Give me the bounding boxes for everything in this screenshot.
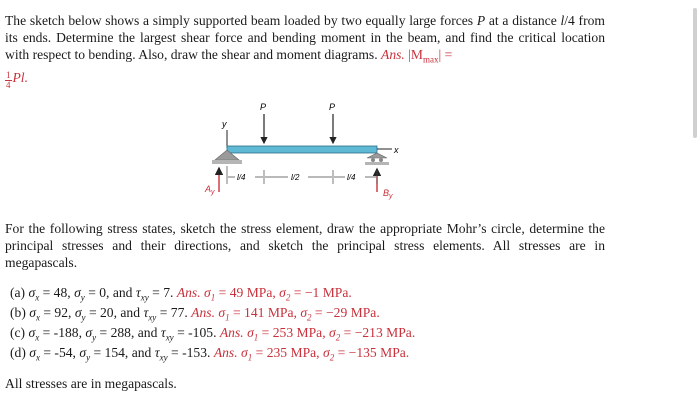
roller-support [367,153,387,158]
force-p2-label: P [329,102,336,112]
list-item [10,345,409,363]
tau-xy [143,305,157,323]
sigma-1-sub: 1 [225,312,230,323]
item-label: (c) [10,325,29,340]
p1-ans-fraction [5,71,12,90]
sigma-y-value: = 154, and [90,345,155,360]
sigma-1-symbol: σ [204,285,211,300]
dim-label-2: l/2 [291,173,300,182]
sigma-1 [247,325,259,343]
list-item [10,285,352,303]
sigma-1-sub: 1 [247,352,253,363]
sigma-1-value: = 253 MPa, [258,325,330,340]
sigma-x [29,305,40,323]
y-axis-label: y [222,119,227,129]
sigma-1 [241,345,253,363]
tau-xy-symbol: τ [143,305,149,320]
sigma-y-sub: y [86,352,91,363]
sigma-x-value: = 48, [39,285,75,300]
sigma-2-value: = −29 MPa. [311,305,380,320]
sigma-x-value: = 92, [39,305,75,320]
sigma-1-value: = 141 MPa, [229,305,301,320]
dim-label-1: l/4 [237,173,246,182]
tau-xy-sub: xy [159,352,168,363]
p1-ans-expr: |M [404,47,424,62]
sigma-1-symbol: σ [247,325,254,340]
item-label: (b) [10,305,30,320]
roller-support-base [365,162,389,165]
sigma-y [74,285,85,303]
sigma-y-value: = 288, and [96,325,161,340]
ans-label: Ans. [213,345,242,360]
p1-force-symbol: P [476,13,486,28]
sigma-x [28,325,40,343]
list-item [10,305,380,323]
tau-xy [154,345,168,363]
item-answer [219,325,416,343]
dim-label-3: l/4 [347,173,356,182]
roller-wheel-2 [379,158,383,162]
sigma-x-value: = -54, [39,345,80,360]
sigma-1-value: = 235 MPa, [252,345,323,360]
sigma-x-sub: x [35,292,40,303]
beam [227,146,377,153]
sigma-x-symbol: σ [29,345,36,360]
sigma-1-symbol: σ [218,305,226,320]
sigma-1-sub: 1 [210,292,216,303]
list-item [10,325,415,343]
roller-wheel-1 [371,158,375,162]
sigma-x-value: = -188, [39,325,86,340]
p1-frac-den: 4 [6,79,11,90]
sigma-y [85,325,97,343]
sigma-x-symbol: σ [28,285,36,300]
p1-length-symbol: l [560,13,565,28]
scrollbar[interactable] [693,8,697,138]
sigma-2-sub: 2 [329,352,335,363]
sigma-1-value: = 49 MPa, [215,285,280,300]
reaction-by-label: $B_y$ [383,188,393,200]
sigma-2-symbol: σ [322,345,330,360]
footer-note: All stresses are in megapascals. [5,376,177,391]
sigma-2 [300,305,312,323]
sigma-1 [218,305,230,323]
tau-xy-value: = -105. [173,325,220,340]
item-answer [213,345,410,363]
sigma-x [29,345,40,363]
sigma-2 [322,345,335,363]
sigma-2-sub: 2 [285,292,291,303]
force-p1-label: P [260,102,267,112]
p1-ans-label: Ans. [381,47,405,62]
reaction-ay-label: $A_y$ [205,184,215,196]
p1-text-c: /4 from its ends. Determine the largest shear force and bending moment in the beam, and find the critical location with respect to bending. Also, draw the shear and moment diagrams. [5,13,605,62]
p1-ans-eq: | = [438,47,453,62]
item-label: (d) [10,345,30,360]
problem-1-text [5,12,605,90]
sigma-y-value: = 0, and [84,285,136,300]
sigma-2 [329,325,341,343]
sigma-2-symbol: σ [279,285,286,300]
tau-xy-sub: xy [140,292,149,303]
tau-xy-symbol: τ [154,345,160,360]
p1-ans-tail: Pl. [12,69,28,85]
sigma-2 [279,285,291,303]
beam-figure [195,100,415,204]
sigma-x-symbol: σ [29,305,36,320]
sigma-y-symbol: σ [79,345,87,360]
sigma-2-value: = −1 MPa. [290,285,352,300]
sigma-y-sub: y [81,312,86,323]
tau-xy [160,325,174,343]
ans-label: Ans. [176,285,205,300]
sigma-x [28,285,40,303]
sigma-x-sub: x [35,352,40,363]
item-label: (a) [10,285,29,300]
item-answer [191,305,380,323]
sigma-y-symbol: σ [85,325,93,340]
p1-text-a: The sketch below shows a simply supported beam loaded by two equally large forces [5,13,477,28]
pin-support-base [212,160,242,164]
item-answer [176,285,352,303]
p1-text-b: at a distance [485,13,561,28]
sigma-y [79,345,91,363]
tau-xy-sub: xy [148,312,157,323]
tau-xy [135,285,149,303]
tau-xy-value: = 77. [156,305,192,320]
sigma-1 [204,285,216,303]
tau-xy-value: = -153. [167,345,214,360]
sigma-y-sub: y [80,292,85,303]
sigma-2-value: = −213 MPa. [340,325,416,340]
problem-2-text: For the following stress states, sketch the stress element, draw the appropriate Mohr’s circle, determine the principal stresses and their directions, and sketch the principal stress elements. All stresses are in megapascals. [5,221,605,270]
p1-ans-sub: max [423,54,439,65]
sigma-y [74,305,86,323]
sigma-2-symbol: σ [329,325,336,340]
ans-label: Ans. [191,305,219,320]
sigma-y-sub: y [92,332,97,343]
x-axis-label: x [394,145,399,155]
tau-xy-symbol: τ [160,325,166,340]
tau-xy-value: = 7. [148,285,177,300]
tau-xy-symbol: τ [135,285,141,300]
sigma-2-value: = −135 MPa. [334,345,410,360]
sigma-2-symbol: σ [300,305,308,320]
sigma-1-sub: 1 [253,332,259,343]
sigma-1-symbol: σ [241,345,248,360]
sigma-x-sub: x [35,312,40,323]
p1-frac-num: 1 [6,69,11,80]
sigma-x-sub: x [35,332,40,343]
sigma-2-sub: 2 [307,312,312,323]
sigma-2-sub: 2 [335,332,341,343]
sigma-y-symbol: σ [74,285,81,300]
ans-label: Ans. [219,325,248,340]
sigma-x-symbol: σ [28,325,36,340]
tau-xy-sub: xy [165,332,174,343]
sigma-y-value: = 20, and [85,305,144,320]
sigma-y-symbol: σ [74,305,82,320]
